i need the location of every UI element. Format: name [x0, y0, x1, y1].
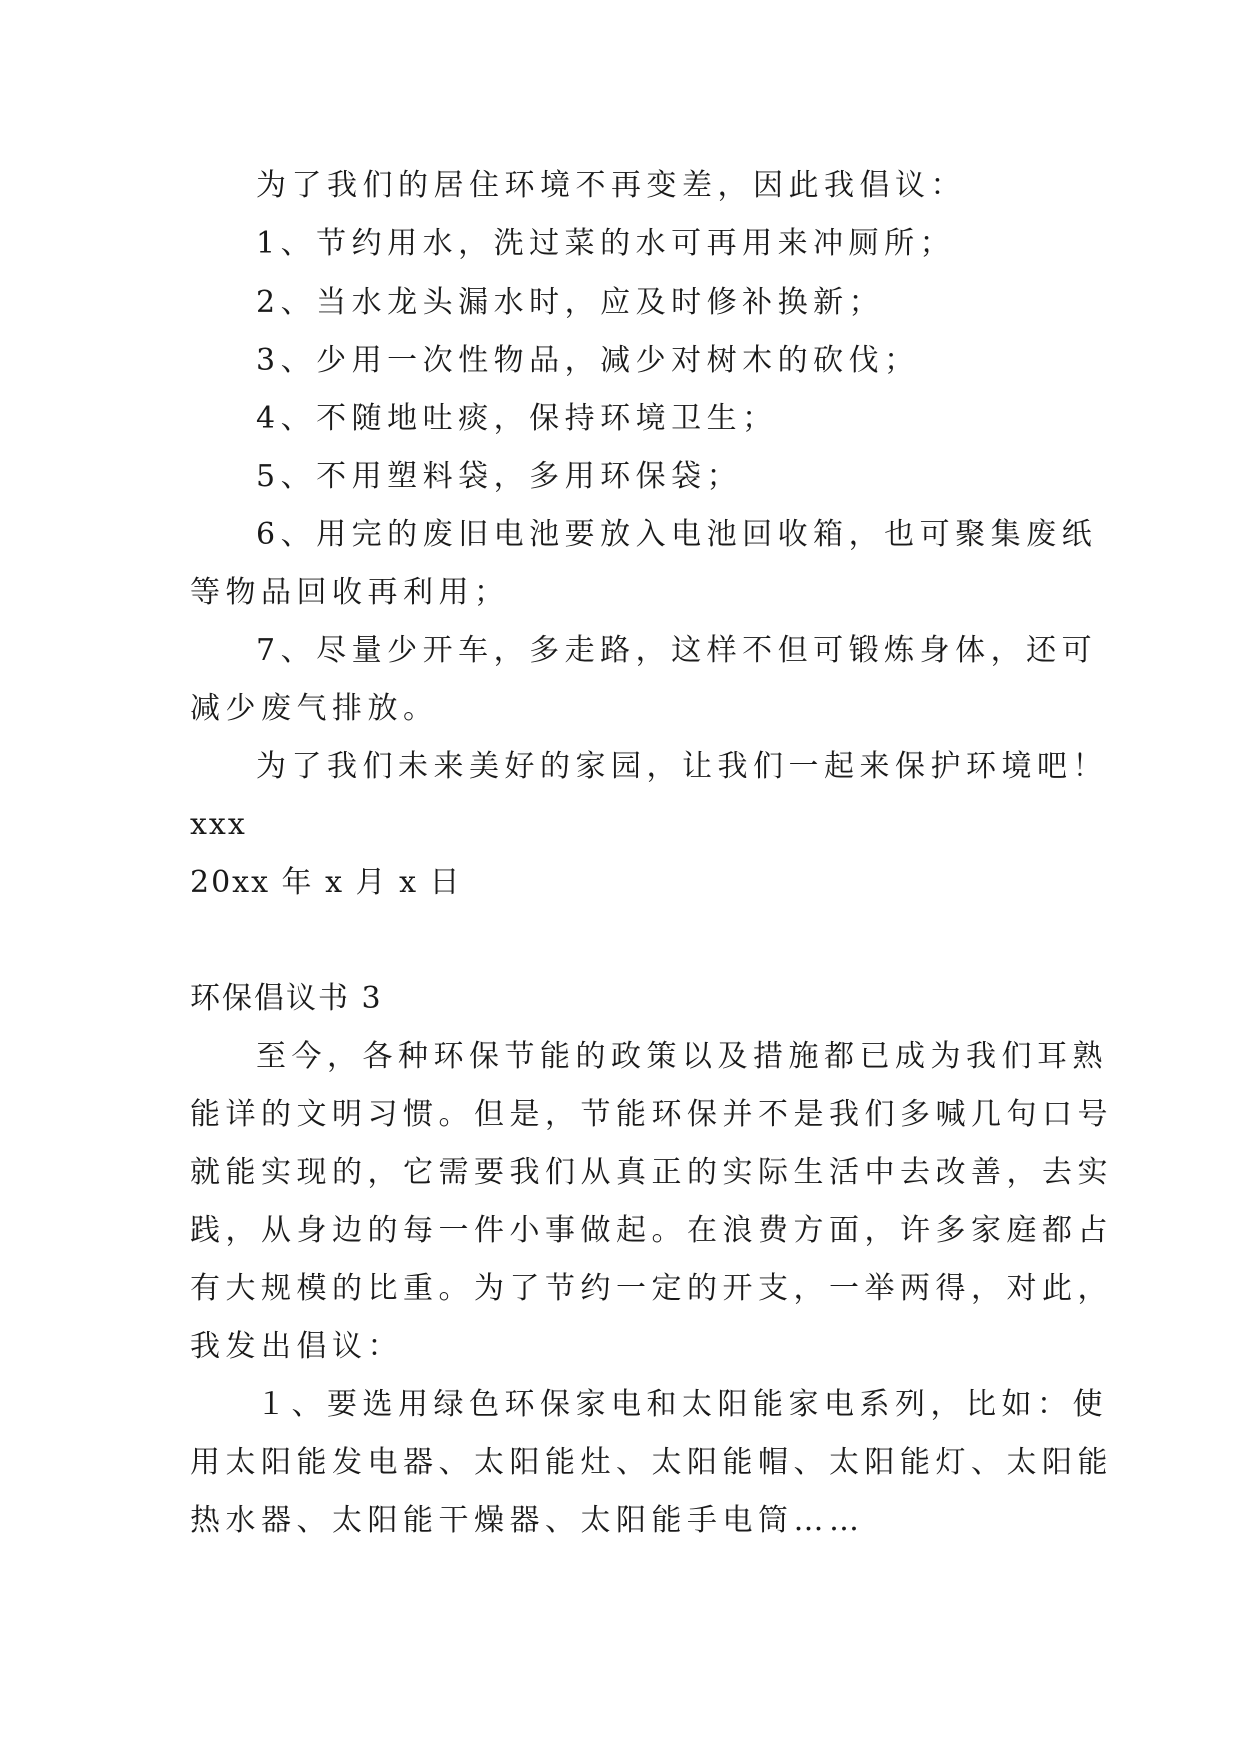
list-item-4: 4、不随地吐痰，保持环境卫生； [256, 401, 778, 436]
list-item-2: 2、当水龙头漏水时，应及时修补换新； [256, 285, 885, 320]
list-item-3: 3、少用一次性物品，减少对树木的砍伐； [256, 343, 920, 378]
list-item-6-line-2: 等物品回收再利用； [190, 575, 510, 610]
paragraph-line-2: 能详的文明习惯。但是，节能环保并不是我们多喊几句口号 [190, 1097, 1113, 1132]
suggestion-1-line-1: １、要选用绿色环保家电和太阳能家电系列，比如：使 [256, 1387, 1108, 1422]
paragraph-line-6: 我发出倡议： [190, 1329, 403, 1364]
list-item-5: 5、不用塑料袋，多用环保袋； [256, 459, 743, 494]
suggestion-1-line-2: 用太阳能发电器、太阳能灶、太阳能帽、太阳能灯、太阳能 [190, 1445, 1113, 1480]
date: 20xx 年 x 月 x 日 [190, 865, 462, 900]
paragraph-line-4: 践，从身边的每一件小事做起。在浪费方面，许多家庭都占 [190, 1213, 1113, 1248]
suggestion-1-line-3: 热水器、太阳能干燥器、太阳能手电筒…… [190, 1503, 865, 1538]
list-item-7-line-1: 7、尽量少开车，多走路，这样不但可锻炼身体，还可 [256, 633, 1098, 668]
paragraph-line-5: 有大规模的比重。为了节约一定的开支，一举两得，对此， [190, 1271, 1113, 1306]
list-item-6-line-1: 6、用完的废旧电池要放入电池回收箱，也可聚集废纸 [256, 517, 1098, 552]
closing-sentence: 为了我们未来美好的家园，让我们一起来保护环境吧！ [256, 749, 1108, 784]
paragraph-line-1: 至今，各种环保节能的政策以及措施都已成为我们耳熟 [256, 1039, 1108, 1074]
list-item-1: 1、节约用水，洗过菜的水可再用来冲厕所； [256, 226, 956, 261]
proposal-intro: 为了我们的居住环境不再变差，因此我倡议： [256, 168, 966, 203]
paragraph-line-3: 就能实现的，它需要我们从真正的实际生活中去改善，去实 [190, 1155, 1113, 1190]
list-item-7-line-2: 减少废气排放。 [190, 691, 439, 726]
section-title: 环保倡议书 3 [190, 981, 383, 1016]
signature: xxx [190, 807, 247, 842]
